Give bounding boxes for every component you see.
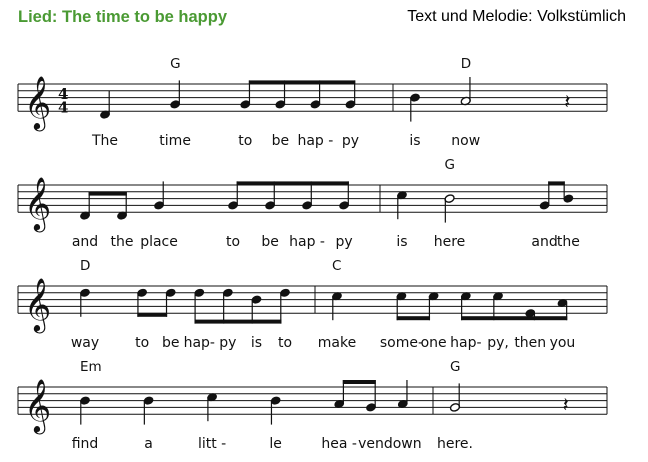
note — [460, 291, 471, 320]
treble-clef-icon: 𝄞 — [24, 75, 52, 130]
chord-symbol: D — [460, 56, 472, 72]
treble-clef-icon: 𝄞 — [24, 378, 52, 433]
chord-symbol: D — [80, 258, 91, 274]
time-signature-top: 4 — [58, 84, 69, 103]
note — [397, 190, 408, 219]
chord-symbol: G — [444, 157, 456, 173]
chord-symbol: Em — [80, 359, 102, 375]
staff-system-1 — [18, 56, 607, 149]
lyric-syllable: you — [549, 335, 576, 352]
note — [339, 181, 350, 210]
lyric-syllable: a — [144, 436, 153, 453]
note — [194, 288, 205, 324]
note — [460, 77, 471, 106]
note — [397, 380, 408, 409]
lyric-syllable: and — [71, 234, 99, 251]
chord-symbol: C — [332, 258, 342, 274]
lyric-syllable: be — [161, 335, 180, 352]
note — [117, 192, 128, 221]
beam — [137, 313, 167, 317]
note — [493, 291, 504, 320]
lyric-syllable: to — [226, 234, 241, 251]
lyric-syllable: litt - — [197, 436, 227, 453]
lyric-syllable: is — [250, 335, 263, 352]
lyric-syllable: le — [269, 436, 282, 453]
beam — [249, 80, 355, 84]
lyric-syllable: one — [420, 335, 447, 352]
note — [365, 380, 376, 412]
time-signature-bottom: 4 — [58, 98, 69, 117]
note — [332, 291, 343, 320]
beam — [397, 316, 430, 320]
lyric-syllable: now — [451, 133, 481, 150]
lyric-syllable: to — [238, 133, 253, 150]
lyric-syllable: hap - — [297, 133, 334, 150]
note — [450, 383, 461, 412]
note — [100, 91, 111, 120]
lyric-syllable: be — [261, 234, 279, 251]
note — [143, 396, 154, 425]
note — [222, 288, 233, 324]
note — [137, 288, 148, 317]
staff-system-4 — [18, 359, 607, 452]
note — [80, 288, 91, 317]
quarter-rest-icon: 𝄽 — [564, 89, 571, 114]
lyric-syllable: hap- — [183, 335, 215, 352]
lyric-syllable: py, — [487, 335, 509, 352]
note — [310, 80, 321, 109]
staff-system-2 — [18, 157, 607, 250]
lyric-syllable: py — [341, 133, 360, 150]
lyric-syllable: way — [70, 335, 100, 352]
lyric-syllable: here — [433, 234, 466, 251]
note — [165, 288, 176, 317]
beam — [548, 181, 565, 185]
staff-system-3 — [18, 258, 607, 351]
chord-symbol: G — [170, 56, 181, 72]
note — [80, 396, 91, 425]
note — [170, 80, 181, 109]
note — [207, 392, 218, 421]
lyric-syllable: to — [135, 335, 150, 352]
note — [240, 80, 251, 109]
lyric-syllable: find — [71, 436, 99, 453]
lyric-syllable: the — [556, 234, 580, 251]
lyric-syllable: and — [531, 234, 558, 251]
chord-symbol: G — [450, 359, 461, 375]
note — [80, 192, 91, 221]
lyric-syllable: is — [396, 234, 408, 251]
note — [228, 181, 239, 210]
lyric-syllable: the — [110, 234, 134, 251]
beam — [194, 320, 281, 324]
note — [396, 291, 407, 320]
lyric-syllable: to — [277, 335, 293, 352]
song-credit: Text und Melodie: Volkstümlich — [407, 8, 626, 25]
lyric-syllable: ven — [358, 436, 384, 453]
lyric-syllable: down — [383, 436, 422, 453]
treble-clef-icon: 𝄞 — [24, 176, 52, 231]
lyric-syllable: then — [514, 335, 547, 352]
beam — [461, 316, 567, 320]
lyric-syllable: hap - — [289, 234, 325, 251]
lyric-syllable: py — [219, 335, 237, 352]
note — [154, 181, 165, 210]
treble-clef-icon: 𝄞 — [24, 277, 52, 332]
lyric-syllable: be — [271, 133, 290, 150]
note — [280, 288, 291, 324]
lyric-syllable: time — [159, 133, 191, 150]
note — [270, 396, 281, 425]
note — [428, 291, 439, 320]
lyric-syllable: is — [409, 133, 421, 150]
lyric-syllable: hap- — [450, 335, 482, 352]
beam — [89, 192, 127, 196]
lyric-syllable: place — [140, 234, 178, 251]
beam — [343, 380, 376, 384]
note — [302, 181, 313, 210]
lyric-syllable: some- — [379, 335, 424, 352]
song-title: Lied: The time to be happy — [18, 8, 228, 26]
quarter-rest-icon: 𝄽 — [562, 392, 569, 417]
lyric-syllable: here. — [437, 436, 473, 453]
lyric-syllable: make — [317, 335, 357, 352]
note — [444, 194, 455, 223]
note — [251, 295, 262, 324]
note — [275, 80, 286, 109]
note — [345, 80, 356, 109]
beam — [237, 181, 349, 185]
lyric-syllable: The — [91, 133, 119, 150]
note — [265, 181, 276, 210]
note — [539, 181, 550, 210]
note — [410, 93, 421, 122]
lyric-syllable: py — [335, 234, 353, 251]
note — [334, 380, 345, 409]
lyric-syllable: hea - — [321, 436, 357, 453]
